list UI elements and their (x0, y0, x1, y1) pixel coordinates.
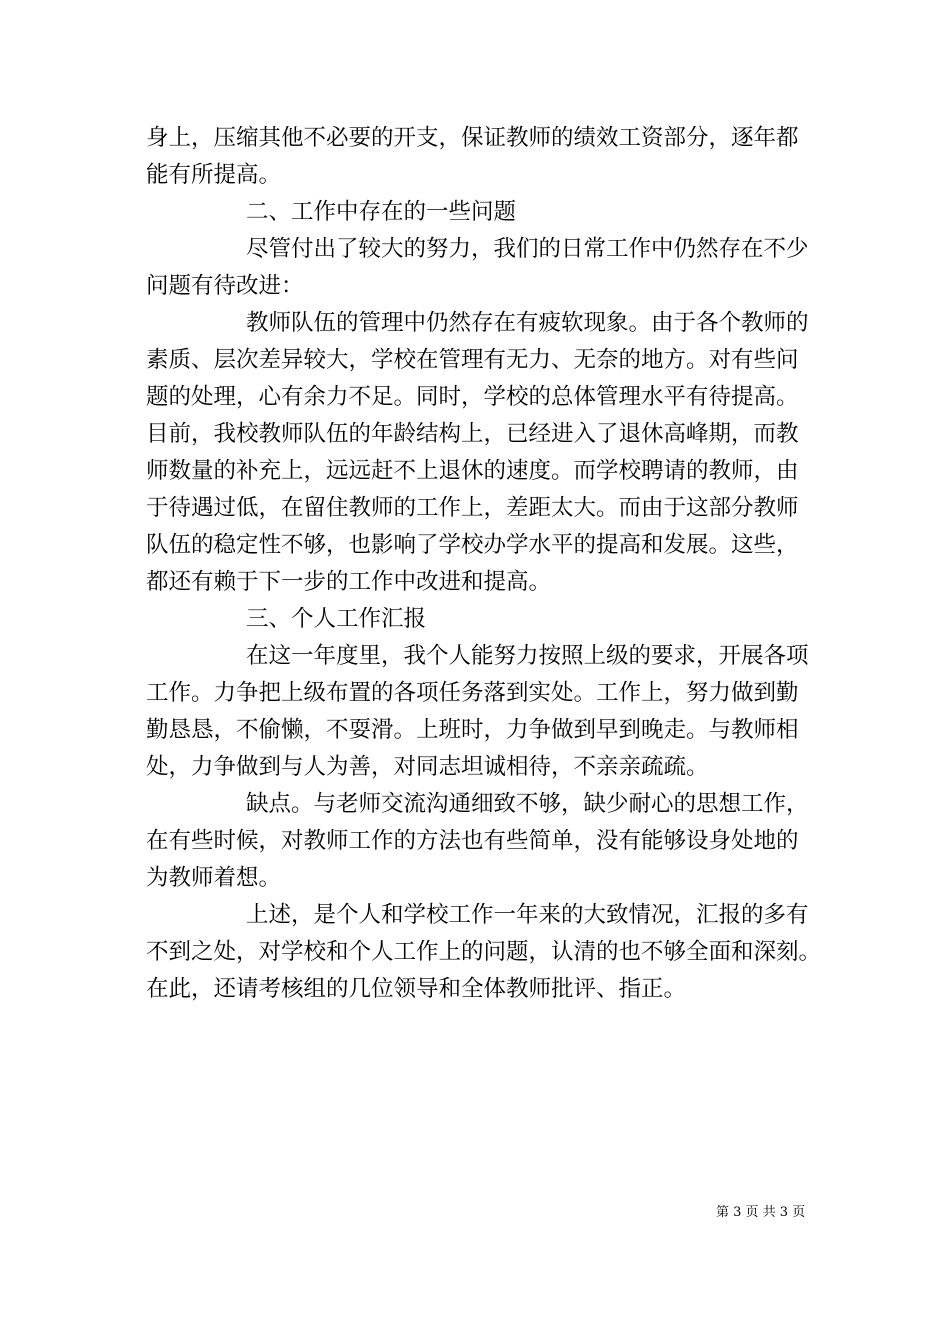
body-text-line: 问题有待改进： (146, 273, 304, 299)
paragraph-start-line: 尽管付出了较大的努力，我们的日常工作中仍然存在不少 (246, 236, 809, 262)
paragraph-start-line: 教师队伍的管理中仍然存在有疲软现象。由于各个教师的 (246, 310, 809, 336)
section-heading: 三、个人工作汇报 (246, 606, 427, 632)
paragraph-start-line: 在这一年度里，我个人能努力按照上级的要求，开展各项 (246, 643, 809, 669)
body-text-line: 于待遇过低，在留住教师的工作上，差距太大。而由于这部分教师 (146, 495, 799, 521)
body-text-line: 在有些时候，对教师工作的方法也有些简单，没有能够设身处地的 (146, 828, 799, 854)
body-text-line: 在此，还请考核组的几位领导和全体教师批评、指正。 (146, 976, 687, 1002)
body-text-line: 为教师着想。 (146, 865, 282, 891)
page-number-footer: 第 3 页 共 3 页 (716, 1205, 806, 1220)
paragraph-start-line: 上述，是个人和学校工作一年来的大致情况，汇报的多有 (246, 902, 809, 928)
body-text-line: 处，力争做到与人为善，对同志坦诚相待，不亲亲疏疏。 (146, 754, 709, 780)
body-text-line: 能有所提高。 (146, 162, 282, 188)
body-text-line: 目前，我校教师队伍的年龄结构上，已经进入了退休高峰期，而教 (146, 421, 799, 447)
body-text-line: 队伍的稳定性不够，也影响了学校办学水平的提高和发展。这些， (146, 532, 799, 558)
body-text-line: 都还有赖于下一步的工作中改进和提高。 (146, 569, 552, 595)
body-text-line: 素质、层次差异较大，学校在管理有无力、无奈的地方。对有些问 (146, 347, 799, 373)
body-text-line: 勤恳恳，不偷懒，不耍滑。上班时，力争做到早到晚走。与教师相 (146, 717, 799, 743)
paragraph-start-line: 缺点。与老师交流沟通细致不够，缺少耐心的思想工作， (246, 791, 809, 817)
body-text-line: 身上，压缩其他不必要的开支，保证教师的绩效工资部分，逐年都 (146, 125, 799, 151)
section-heading: 二、工作中存在的一些问题 (246, 199, 517, 225)
body-text-line: 工作。力争把上级布置的各项任务落到实处。工作上，努力做到勤 (146, 680, 799, 706)
body-text-line: 不到之处，对学校和个人工作上的问题，认清的也不够全面和深刻。 (146, 939, 822, 965)
body-text-line: 师数量的补充上，远远赶不上退休的速度。而学校聘请的教师，由 (146, 458, 799, 484)
body-text-line: 题的处理，心有余力不足。同时，学校的总体管理水平有待提高。 (146, 384, 799, 410)
